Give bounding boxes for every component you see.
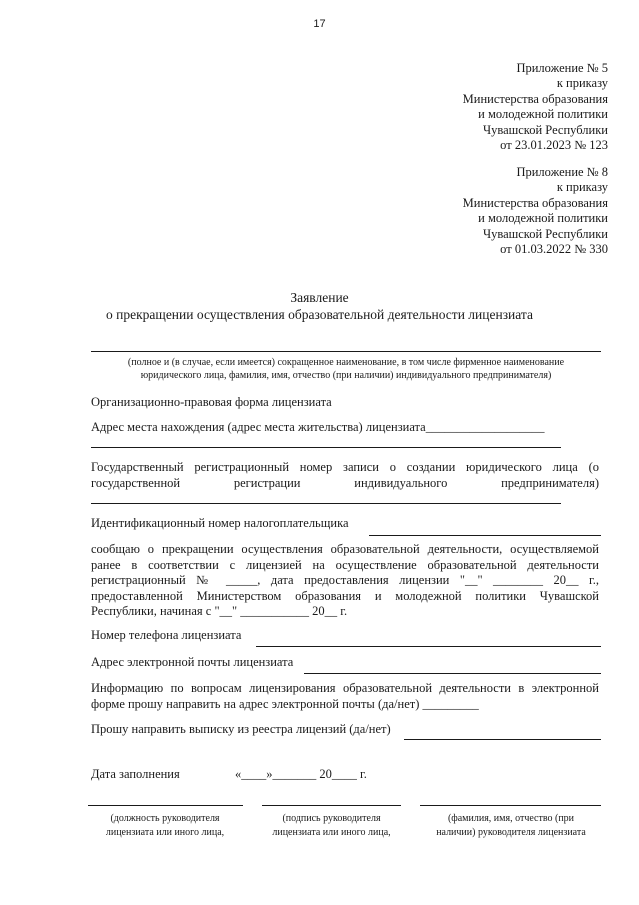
- annex-5-line: Министерства образования: [462, 91, 608, 106]
- ogrn-label-line2: государственной регистрации индивидуального предпринимателя): [91, 476, 599, 490]
- phone-label: Номер телефона лицензиата: [91, 628, 242, 642]
- annex-8-line: Чувашской Республики: [482, 226, 608, 241]
- signature-line[interactable]: [262, 805, 401, 806]
- caption-line: лицензиата или иного лица,: [105, 826, 225, 838]
- email-label: Адрес электронной почты лицензиата: [91, 655, 294, 669]
- annex-5-line: от 23.01.2023 № 123: [500, 138, 608, 153]
- extract-request-input-line[interactable]: [404, 739, 601, 740]
- date-label: Дата заполнения: [91, 767, 180, 781]
- ogrn-input-line[interactable]: [91, 503, 561, 504]
- document-subtitle: о прекращении осуществления образовательной деятельности лицензиата: [106, 307, 533, 322]
- date-template[interactable]: «____»_______ 20____ г.: [235, 767, 367, 781]
- inn-label: Идентификационный номер налогоплательщика: [91, 516, 349, 530]
- org-form-label: Организационно-правовая форма лицензиата: [91, 395, 332, 409]
- address-label: Адрес места нахождения (адрес места жительства) лицензиата___________________: [91, 420, 545, 434]
- annex-8-line: Министерства образования: [462, 195, 608, 210]
- annex-5-line: Приложение № 5: [516, 61, 608, 75]
- annex-5-line: к приказу: [556, 76, 608, 91]
- info-request-line2: форме прошу направить на адрес электронной почты (да/нет) _________: [91, 697, 479, 711]
- annex-8-line: от 01.03.2022 № 330: [500, 242, 608, 257]
- caption-line: юридического лица, фамилия, имя, отчество (при наличии) индивидуального предпринимателя): [140, 370, 552, 381]
- annex-8-line: к приказу: [556, 180, 608, 195]
- caption-line: (фамилия, имя, отчество (при: [447, 813, 575, 824]
- caption-line: (подпись руководителя: [282, 813, 381, 824]
- document-title: Заявление: [290, 290, 349, 305]
- fullname-signature-line[interactable]: [420, 805, 601, 806]
- caption-line: лицензиата или иного лица,: [272, 826, 391, 838]
- licensee-name-caption: [91, 356, 601, 382]
- annex-8-line: и молодежной политики: [478, 211, 608, 226]
- fullname-caption: [415, 812, 607, 839]
- caption-line: (полное и (в случае, если имеется) сокращенное наименование, в том числе фирменное наименование: [127, 357, 565, 368]
- annex-5-line: и молодежной политики: [478, 107, 608, 122]
- caption-line: наличии) руководителя лицензиата: [436, 826, 586, 838]
- phone-input-line[interactable]: [256, 646, 601, 647]
- licensee-name-input-line[interactable]: [91, 351, 601, 352]
- email-input-line[interactable]: [304, 673, 601, 674]
- caption-line: (должность руководителя: [110, 813, 220, 824]
- termination-notice: сообщаю о прекращении осуществления образовательной деятельности, осуществляемой ранее в соответствии с лицензией на осуществление образовательной деятельности регистрационный № _____, дата предоставления лицензии "__" ________ 20__ г., предоставленной Министерством образования и молодежной политики Чувашской Республики, начиная с "__" ___________ 20__ г.: [91, 542, 599, 618]
- annex-8-line: Приложение № 8: [516, 165, 608, 179]
- info-request-line1: Информацию по вопросам лицензирования образовательной деятельности в электронной: [91, 681, 599, 695]
- ogrn-label-line1: Государственный регистрационный номер записи о создании юридического лица (о: [91, 460, 599, 474]
- annex-8-header: [463, 165, 608, 257]
- page-number: 17: [313, 18, 326, 30]
- annex-5-line: Чувашской Республики: [482, 122, 608, 137]
- signature-caption: [254, 812, 409, 839]
- position-signature-line[interactable]: [88, 805, 243, 806]
- position-caption: [80, 812, 250, 839]
- annex-5-header: [463, 61, 608, 153]
- extract-request-label: Прошу направить выписку из реестра лицензий (да/нет): [91, 722, 391, 736]
- address-input-line[interactable]: [91, 447, 561, 448]
- inn-input-line[interactable]: [369, 535, 601, 536]
